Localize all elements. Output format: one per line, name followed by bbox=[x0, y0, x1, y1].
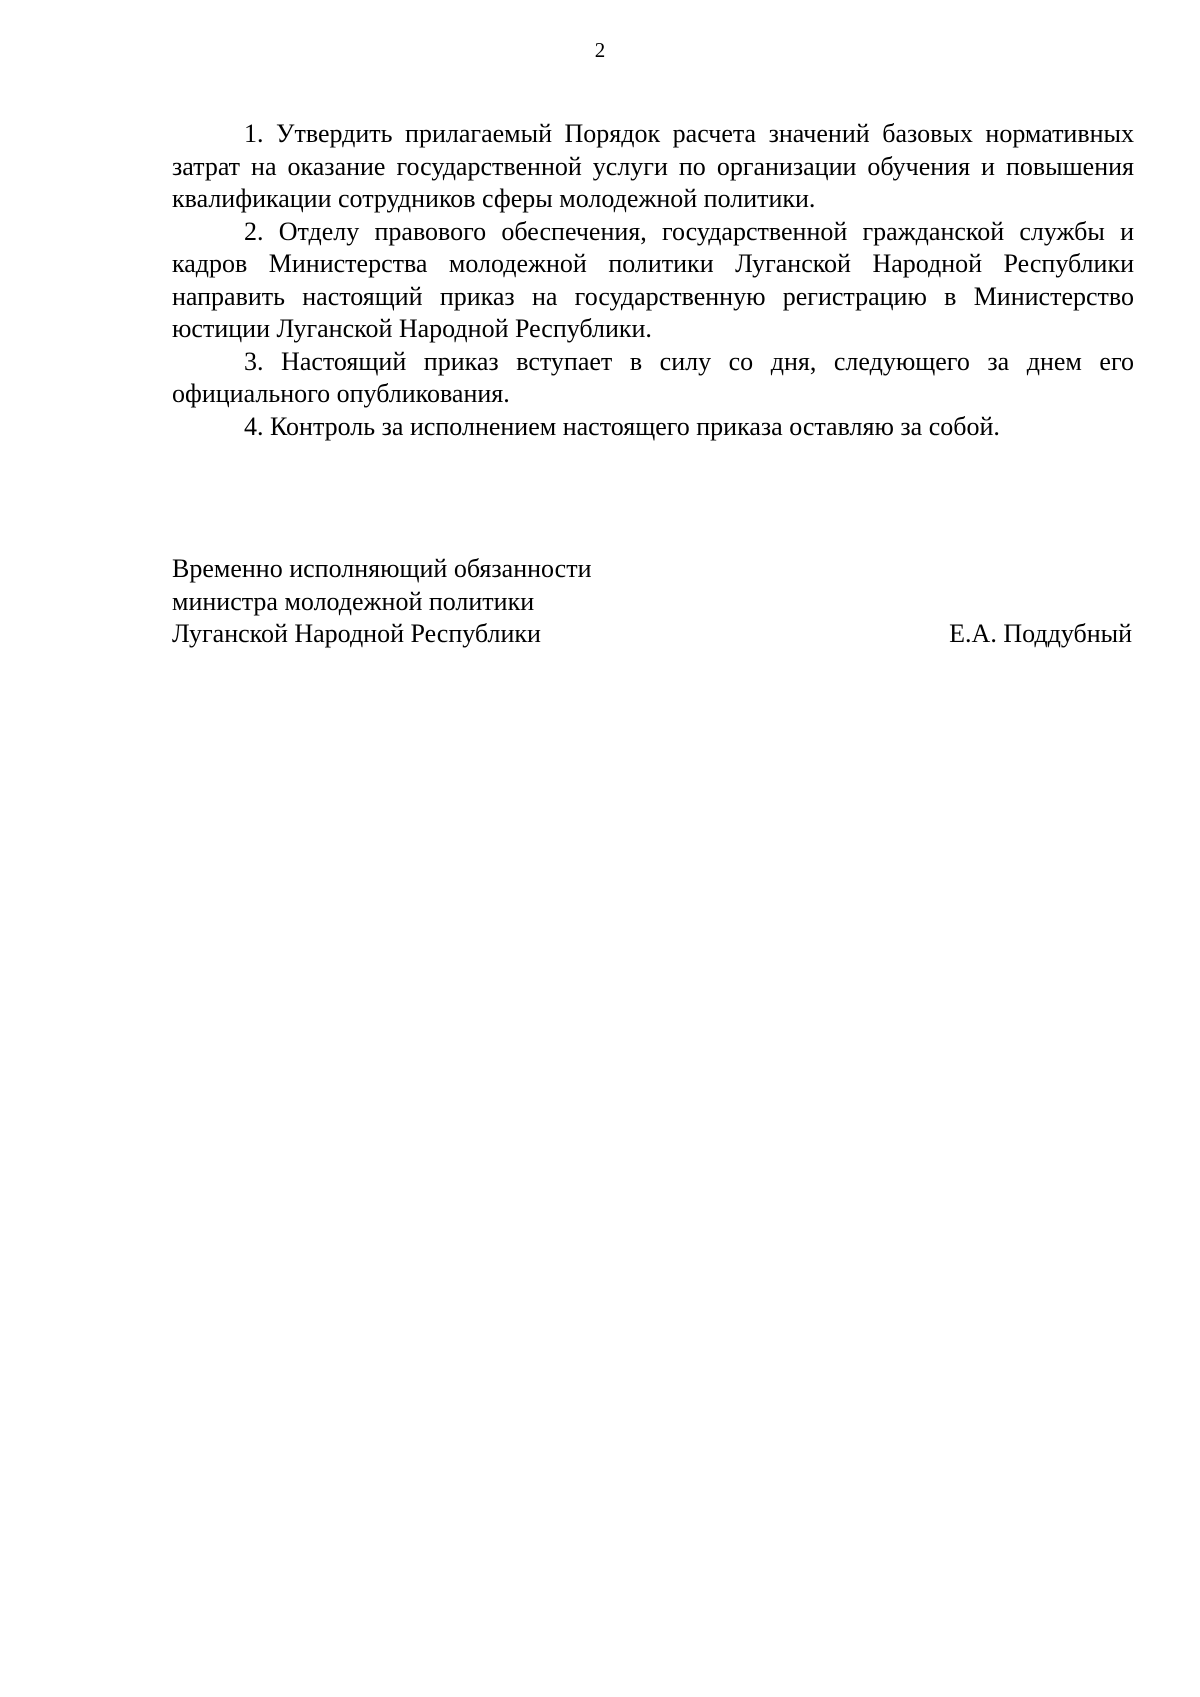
signatory-position-row bbox=[172, 618, 1134, 651]
signatory-position-line-1: Временно исполняющий обязанности bbox=[172, 554, 592, 583]
signatory-position-line-2: министра молодежной политики bbox=[172, 586, 535, 616]
page-number: 2 bbox=[594, 38, 606, 62]
order-item-4: 4. Контроль за исполнением настоящего приказа оставляю за собой. bbox=[244, 411, 1000, 441]
order-item-3: 3. Настоящий приказ вступает в силу со дня, следующего за днем его официального опубликования. bbox=[172, 346, 1134, 408]
order-body bbox=[172, 118, 1134, 443]
order-item-1: 1. Утвердить прилагаемый Порядок расчета значений базовых нормативных затрат на оказание государственной услуги по организации обучения и повышения квалификации сотрудников сферы молодежной политики. bbox=[172, 119, 1134, 213]
signatory-position-line-3: Луганской Народной Республики bbox=[172, 619, 541, 648]
signatory-name: Е.А. Поддубный bbox=[949, 619, 1132, 648]
signature-block bbox=[172, 553, 1134, 651]
order-item-2: 2. Отделу правового обеспечения, государственной гражданской службы и кадров Министерства молодежной политики Луганской Народной Республики направить настоящий приказ на государственную регистрацию в Министерство юстиции Луганской Народной Республики. bbox=[172, 216, 1134, 343]
